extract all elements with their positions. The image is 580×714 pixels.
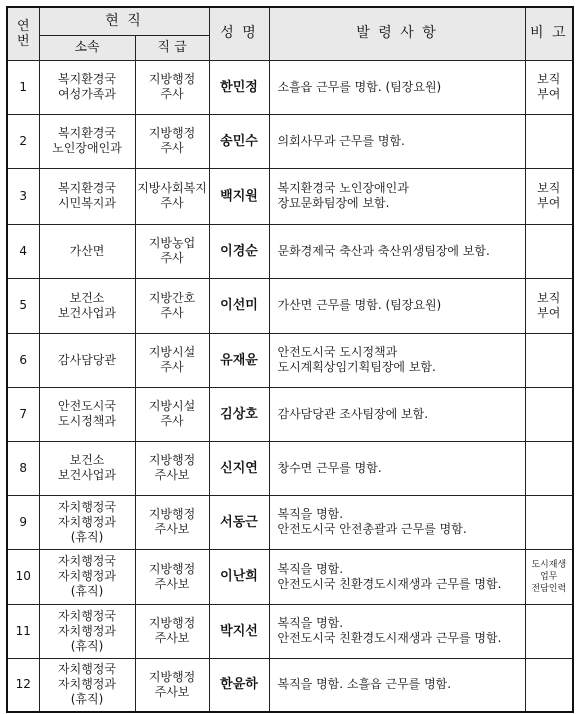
table-row xyxy=(7,60,573,114)
grade-cell xyxy=(135,387,209,441)
grade-cell xyxy=(135,60,209,114)
grade-line: 주사 xyxy=(160,251,184,265)
grade-line: 주사보 xyxy=(154,631,190,645)
table-row xyxy=(7,387,573,441)
row-number: 10 xyxy=(7,549,39,604)
appointment-matter-cell xyxy=(269,278,525,333)
person-name: 서동근 xyxy=(209,495,269,549)
grade-cell xyxy=(135,658,209,712)
grade-line: 주사보 xyxy=(154,684,190,699)
affiliation-line: 자치행정과 xyxy=(58,623,116,638)
affiliation-cell xyxy=(39,604,135,658)
affiliation-line: (휴직) xyxy=(70,692,104,707)
note-cell xyxy=(525,168,573,224)
appointment-matter-line: 문화경제국 축산과 축산위생팀장에 보함. xyxy=(277,243,490,258)
table-row xyxy=(7,604,573,658)
row-number: 8 xyxy=(7,441,39,495)
affiliation-cell xyxy=(39,168,135,224)
note-cell xyxy=(525,333,573,387)
person-name: 신지연 xyxy=(209,441,269,495)
note-line: 보직 xyxy=(537,290,561,305)
affiliation-cell xyxy=(39,60,135,114)
appointment-matter-cell xyxy=(269,60,525,114)
affiliation-line: 여성가족과 xyxy=(58,87,116,101)
affiliation-cell xyxy=(39,441,135,495)
note-cell xyxy=(525,224,573,278)
grade-line: 주사 xyxy=(160,141,184,155)
affiliation-line: 보건사업과 xyxy=(58,305,116,320)
appointment-matter-cell xyxy=(269,333,525,387)
header-grade: 직 급 xyxy=(135,35,209,60)
appointment-matter-line: 안전도시국 도시정책과 xyxy=(277,345,398,359)
affiliation-line: 보건소 xyxy=(69,290,105,305)
appointment-matter-line: 안전도시국 친환경도시재생과 근무를 명함. xyxy=(277,576,502,591)
grade-line: 지방사회복지 xyxy=(137,181,207,195)
row-number: 4 xyxy=(7,224,39,278)
grade-cell xyxy=(135,549,209,604)
affiliation-cell xyxy=(39,549,135,604)
header-number-line1: 연 xyxy=(16,18,30,34)
note-line: 업무 xyxy=(540,571,558,582)
affiliation-line: (휴직) xyxy=(70,638,104,653)
header-current-position: 현 직 xyxy=(39,7,209,35)
person-name: 유재윤 xyxy=(209,333,269,387)
table-row xyxy=(7,114,573,168)
affiliation-cell xyxy=(39,114,135,168)
person-name: 백지원 xyxy=(209,168,269,224)
note-cell xyxy=(525,387,573,441)
appointment-matter-line: 감사담당관 조사팀장에 보함. xyxy=(277,406,429,421)
table-row xyxy=(7,278,573,333)
affiliation-cell xyxy=(39,333,135,387)
table-row xyxy=(7,495,573,549)
appointment-matter-cell xyxy=(269,604,525,658)
grade-line: 지방행정 xyxy=(148,616,196,630)
note-line: 부여 xyxy=(537,87,561,101)
appointment-matter-line: 창수면 근무를 명함. xyxy=(277,460,382,475)
header-note: 비 고 xyxy=(525,7,573,60)
affiliation-line: 자치행정국 xyxy=(58,554,116,568)
grade-line: 지방시설 xyxy=(148,345,196,359)
appointment-matter-line: 안전도시국 친환경도시재생과 근무를 명함. xyxy=(277,631,502,645)
affiliation-cell xyxy=(39,658,135,712)
grade-cell xyxy=(135,224,209,278)
affiliation-line: 자치행정국 xyxy=(58,499,116,514)
row-number: 3 xyxy=(7,168,39,224)
appointment-matter-line: 안전도시국 안전총괄과 근무를 명함. xyxy=(277,522,467,536)
header-name: 성 명 xyxy=(209,7,269,60)
grade-cell xyxy=(135,604,209,658)
appointment-matter-cell xyxy=(269,441,525,495)
note-line: 보직 xyxy=(537,72,561,86)
header-affiliation: 소속 xyxy=(39,35,135,60)
appointment-matter-line: 복직을 명함. 소흘읍 근무를 명함. xyxy=(277,677,452,692)
grade-cell xyxy=(135,114,209,168)
appointment-matter-line: 복직을 명함. xyxy=(277,561,344,576)
table-row xyxy=(7,441,573,495)
affiliation-line: 시민복지과 xyxy=(58,196,116,210)
affiliation-cell xyxy=(39,495,135,549)
affiliation-line: 복지환경국 xyxy=(58,72,116,86)
person-name: 이선미 xyxy=(209,278,269,333)
grade-line: 지방행정 xyxy=(148,126,196,140)
grade-line: 지방농업 xyxy=(148,236,196,250)
appointment-matter-cell xyxy=(269,224,525,278)
grade-line: 주사 xyxy=(160,360,184,374)
appointment-matter-cell xyxy=(269,658,525,712)
row-number: 6 xyxy=(7,333,39,387)
grade-line: 주사보 xyxy=(154,576,190,591)
table-body xyxy=(7,60,573,712)
header-number xyxy=(7,7,39,60)
grade-line: 지방행정 xyxy=(148,72,196,86)
appointment-matter-cell xyxy=(269,387,525,441)
appointment-matter-line: 소흘읍 근무를 명함. (팀장요원) xyxy=(277,79,442,94)
grade-line: 지방행정 xyxy=(148,453,196,467)
note-line: 부여 xyxy=(537,196,561,210)
affiliation-cell xyxy=(39,224,135,278)
grade-line: 주사 xyxy=(160,414,184,428)
grade-line: 지방행정 xyxy=(148,561,196,576)
row-number: 12 xyxy=(7,658,39,712)
note-line: 도시재생 xyxy=(531,559,567,570)
grade-line: 지방간호 xyxy=(148,290,196,305)
note-cell xyxy=(525,495,573,549)
affiliation-line: 보건소 xyxy=(69,453,105,467)
affiliation-line: 복지환경국 xyxy=(58,126,116,140)
person-name: 한민정 xyxy=(209,60,269,114)
affiliation-line: 감사담당관 xyxy=(58,352,116,367)
appointment-matter-cell xyxy=(269,114,525,168)
grade-line: 주사 xyxy=(160,87,184,101)
table-row xyxy=(7,333,573,387)
note-cell xyxy=(525,60,573,114)
affiliation-line: 노인장애인과 xyxy=(52,141,122,155)
grade-line: 주사보 xyxy=(154,522,190,536)
row-number: 2 xyxy=(7,114,39,168)
affiliation-line: 자치행정과 xyxy=(58,569,116,583)
row-number: 9 xyxy=(7,495,39,549)
note-cell xyxy=(525,604,573,658)
affiliation-line: 보건사업과 xyxy=(58,468,116,482)
grade-cell xyxy=(135,495,209,549)
person-name: 한윤하 xyxy=(209,658,269,712)
appointment-matter-line: 복직을 명함. xyxy=(277,507,344,521)
affiliation-line: 자치행정과 xyxy=(58,677,116,692)
appointment-matter-line: 복직을 명함. xyxy=(277,616,344,630)
person-name: 이경순 xyxy=(209,224,269,278)
note-cell xyxy=(525,549,573,604)
note-line: 부여 xyxy=(537,305,561,320)
grade-line: 주사 xyxy=(160,305,184,320)
table-row xyxy=(7,224,573,278)
grade-line: 주사보 xyxy=(154,468,190,482)
affiliation-cell xyxy=(39,278,135,333)
affiliation-line: 도시정책과 xyxy=(58,414,116,428)
header-appointment-matter: 발 령 사 항 xyxy=(269,7,525,60)
row-number: 7 xyxy=(7,387,39,441)
top-margin xyxy=(0,0,580,4)
appointment-matter-cell xyxy=(269,168,525,224)
affiliation-line: (휴직) xyxy=(70,584,104,598)
header-row-1 xyxy=(7,7,573,35)
affiliation-line: 복지환경국 xyxy=(58,181,116,195)
grade-line: 지방행정 xyxy=(148,507,196,521)
row-number: 5 xyxy=(7,278,39,333)
note-line: 보직 xyxy=(537,181,561,195)
grade-line: 주사 xyxy=(160,196,184,210)
row-number: 1 xyxy=(7,60,39,114)
table-row xyxy=(7,549,573,604)
grade-line: 지방시설 xyxy=(148,399,196,413)
affiliation-cell xyxy=(39,387,135,441)
personnel-appointment-table xyxy=(6,6,574,713)
note-cell xyxy=(525,658,573,712)
affiliation-line: 자치행정국 xyxy=(58,662,116,677)
appointment-matter-line: 가산면 근무를 명함. (팀장요원) xyxy=(277,298,442,312)
affiliation-line: 자치행정과 xyxy=(58,514,116,529)
table-row xyxy=(7,658,573,712)
appointment-matter-line: 의회사무과 근무를 명함. xyxy=(277,133,405,148)
appointment-matter-cell xyxy=(269,549,525,604)
note-line: 전담인력 xyxy=(531,583,567,594)
note-cell xyxy=(525,114,573,168)
appointment-matter-cell xyxy=(269,495,525,549)
person-name: 이난희 xyxy=(209,549,269,604)
appointment-matter-line: 장묘문화팀장에 보함. xyxy=(277,196,390,210)
note-cell xyxy=(525,441,573,495)
grade-cell xyxy=(135,333,209,387)
header-number-line2: 번 xyxy=(16,33,30,49)
row-number: 11 xyxy=(7,604,39,658)
person-name: 송민수 xyxy=(209,114,269,168)
grade-cell xyxy=(135,168,209,224)
person-name: 박지선 xyxy=(209,604,269,658)
appointment-matter-line: 도시계획상임기획팀장에 보함. xyxy=(277,360,436,374)
affiliation-line: 가산면 xyxy=(69,243,105,258)
affiliation-line: (휴직) xyxy=(70,529,104,544)
grade-cell xyxy=(135,441,209,495)
grade-cell xyxy=(135,278,209,333)
table-row xyxy=(7,168,573,224)
grade-line: 지방행정 xyxy=(148,669,196,684)
affiliation-line: 자치행정국 xyxy=(58,608,116,623)
affiliation-line: 안전도시국 xyxy=(58,399,116,413)
appointment-matter-line: 복지환경국 노인장애인과 xyxy=(277,181,409,195)
note-cell xyxy=(525,278,573,333)
person-name: 김상호 xyxy=(209,387,269,441)
